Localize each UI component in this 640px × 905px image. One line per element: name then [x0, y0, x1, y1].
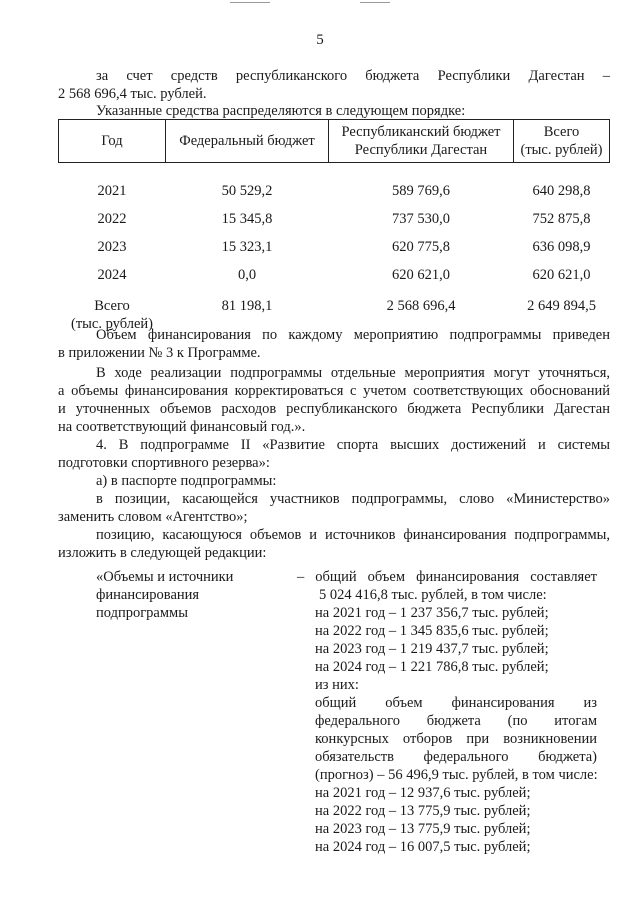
intro-line-3: Указанные средства распределяются в следующем порядке: — [96, 103, 466, 119]
paragraph-1-line-1: Объем финансирования по каждому мероприятию подпрограммы приведен — [96, 327, 610, 343]
cell-federal: 15 345,8 — [221, 210, 273, 227]
paragraph-2-line-3: и уточненных объемов расходов республиканского бюджета Республики Дагестан — [58, 401, 610, 417]
header-republic-line1: Республиканский бюджет — [341, 124, 501, 140]
intro-line-2: 2 568 696,4 тыс. рублей. — [58, 86, 207, 102]
passport-label-line: подпрограммы — [96, 605, 188, 621]
cell-total: 752 875,8 — [532, 210, 591, 227]
paragraph-2-line-4: на соответствующий финансовый год.». — [58, 419, 306, 435]
passport-value-line: обязательств федерального бюджета) — [315, 749, 597, 765]
page-number: 5 — [316, 32, 324, 48]
cell-total: 2 649 894,5 — [527, 298, 596, 314]
cell-republic: 589 769,6 — [392, 182, 450, 199]
paragraph-3-line-2: подготовки спортивного резерва»: — [58, 455, 270, 471]
intro-line-1: за счет средств республиканского бюджета Республики Дагестан – — [96, 68, 610, 84]
header-year: Год — [59, 120, 166, 163]
passport-value-line: конкурсных отборов при возникновении — [315, 731, 597, 747]
table-row — [59, 205, 610, 233]
passport-value-line: на 2024 год – 16 007,5 тыс. рублей; — [315, 839, 531, 855]
table-row — [59, 261, 610, 289]
scan-artifact — [360, 2, 390, 3]
passport-label-line: «Объемы и источники — [96, 569, 234, 585]
header-total-line1: Всего — [543, 124, 580, 140]
paragraph-1-line-2: в приложении № 3 к Программе. — [58, 345, 261, 361]
scan-artifact — [230, 2, 270, 3]
header-total-line2: (тыс. рублей) — [520, 142, 603, 158]
header-total — [514, 120, 610, 163]
table-row — [59, 233, 610, 261]
cell-federal: 0,0 — [237, 266, 257, 283]
table-row — [59, 177, 610, 205]
cell-year: 2023 — [97, 238, 127, 255]
cell-federal: 81 198,1 — [221, 298, 273, 314]
total-label-line1: Всего — [94, 298, 130, 314]
paragraph-5-line-1: в позиции, касающейся участников подпрограммы, слово «Министерство» — [96, 491, 610, 507]
paragraph-2-line-1: В ходе реализации подпрограммы отдельные мероприятия могут уточняться, — [96, 365, 610, 381]
cell-year: 2024 — [97, 266, 127, 283]
paragraph-3-line-1: 4. В подпрограмме II «Развитие спорта высших достижений и системы — [96, 437, 610, 453]
passport-value-line: на 2022 год – 13 775,9 тыс. рублей; — [315, 803, 531, 819]
paragraph-6-line-1: позицию, касающуюся объемов и источников финансирования подпрограммы, — [96, 527, 610, 543]
table-header-row — [59, 120, 610, 163]
paragraph-2-line-2: а объемы финансирования корректироваться с учетом соответствующих обоснований — [58, 383, 610, 399]
cell-republic: 620 621,0 — [392, 266, 450, 283]
passport-position-value — [297, 568, 597, 856]
passport-value-line: – общий объем финансирования составляет — [297, 569, 597, 585]
passport-value-line: (прогноз) – 56 496,9 тыс. рублей, в том числе: — [315, 767, 598, 783]
header-federal: Федеральный бюджет — [166, 120, 329, 163]
passport-value-line: на 2022 год – 1 345 835,6 тыс. рублей; — [315, 623, 549, 639]
passport-value-line: на 2021 год – 1 237 356,7 тыс. рублей; — [315, 605, 549, 621]
paragraph-5-line-2: заменить словом «Агентство»; — [58, 509, 248, 525]
paragraph-6-line-2: изложить в следующей редакции: — [58, 545, 267, 561]
passport-value-line: общий объем финансирования из — [315, 695, 597, 711]
passport-value-line: из них: — [315, 677, 359, 693]
cell-year: 2022 — [97, 210, 127, 227]
passport-value-line: на 2024 год – 1 221 786,8 тыс. рублей; — [315, 659, 549, 675]
cell-republic: 2 568 696,4 — [386, 298, 456, 314]
paragraph-4: а) в паспорте подпрограммы: — [96, 473, 277, 489]
cell-total: 620 621,0 — [532, 266, 591, 283]
cell-republic: 737 530,0 — [392, 210, 450, 227]
cell-republic: 620 775,8 — [392, 238, 450, 255]
cell-federal: 50 529,2 — [221, 182, 273, 199]
cell-federal: 15 323,1 — [221, 238, 273, 255]
total-label-line2: (тыс. рублей) — [71, 316, 153, 332]
financing-table — [58, 119, 610, 337]
passport-position-label — [96, 568, 233, 622]
passport-value-line: на 2021 год – 12 937,6 тыс. рублей; — [315, 785, 531, 801]
cell-total: 640 298,8 — [532, 182, 591, 199]
passport-value-line: на 2023 год – 13 775,9 тыс. рублей; — [315, 821, 531, 837]
passport-value-line: федерального бюджета (по итогам — [315, 713, 597, 729]
header-republic — [329, 120, 514, 163]
header-republic-line2: Республики Дагестан — [354, 142, 488, 158]
passport-value-line: 5 024 416,8 тыс. рублей, в том числе: — [319, 587, 547, 603]
cell-year: 2021 — [97, 182, 127, 199]
cell-total: 636 098,9 — [532, 238, 591, 255]
passport-value-line: на 2023 год – 1 219 437,7 тыс. рублей; — [315, 641, 549, 657]
passport-label-line: финансирования — [96, 587, 200, 603]
